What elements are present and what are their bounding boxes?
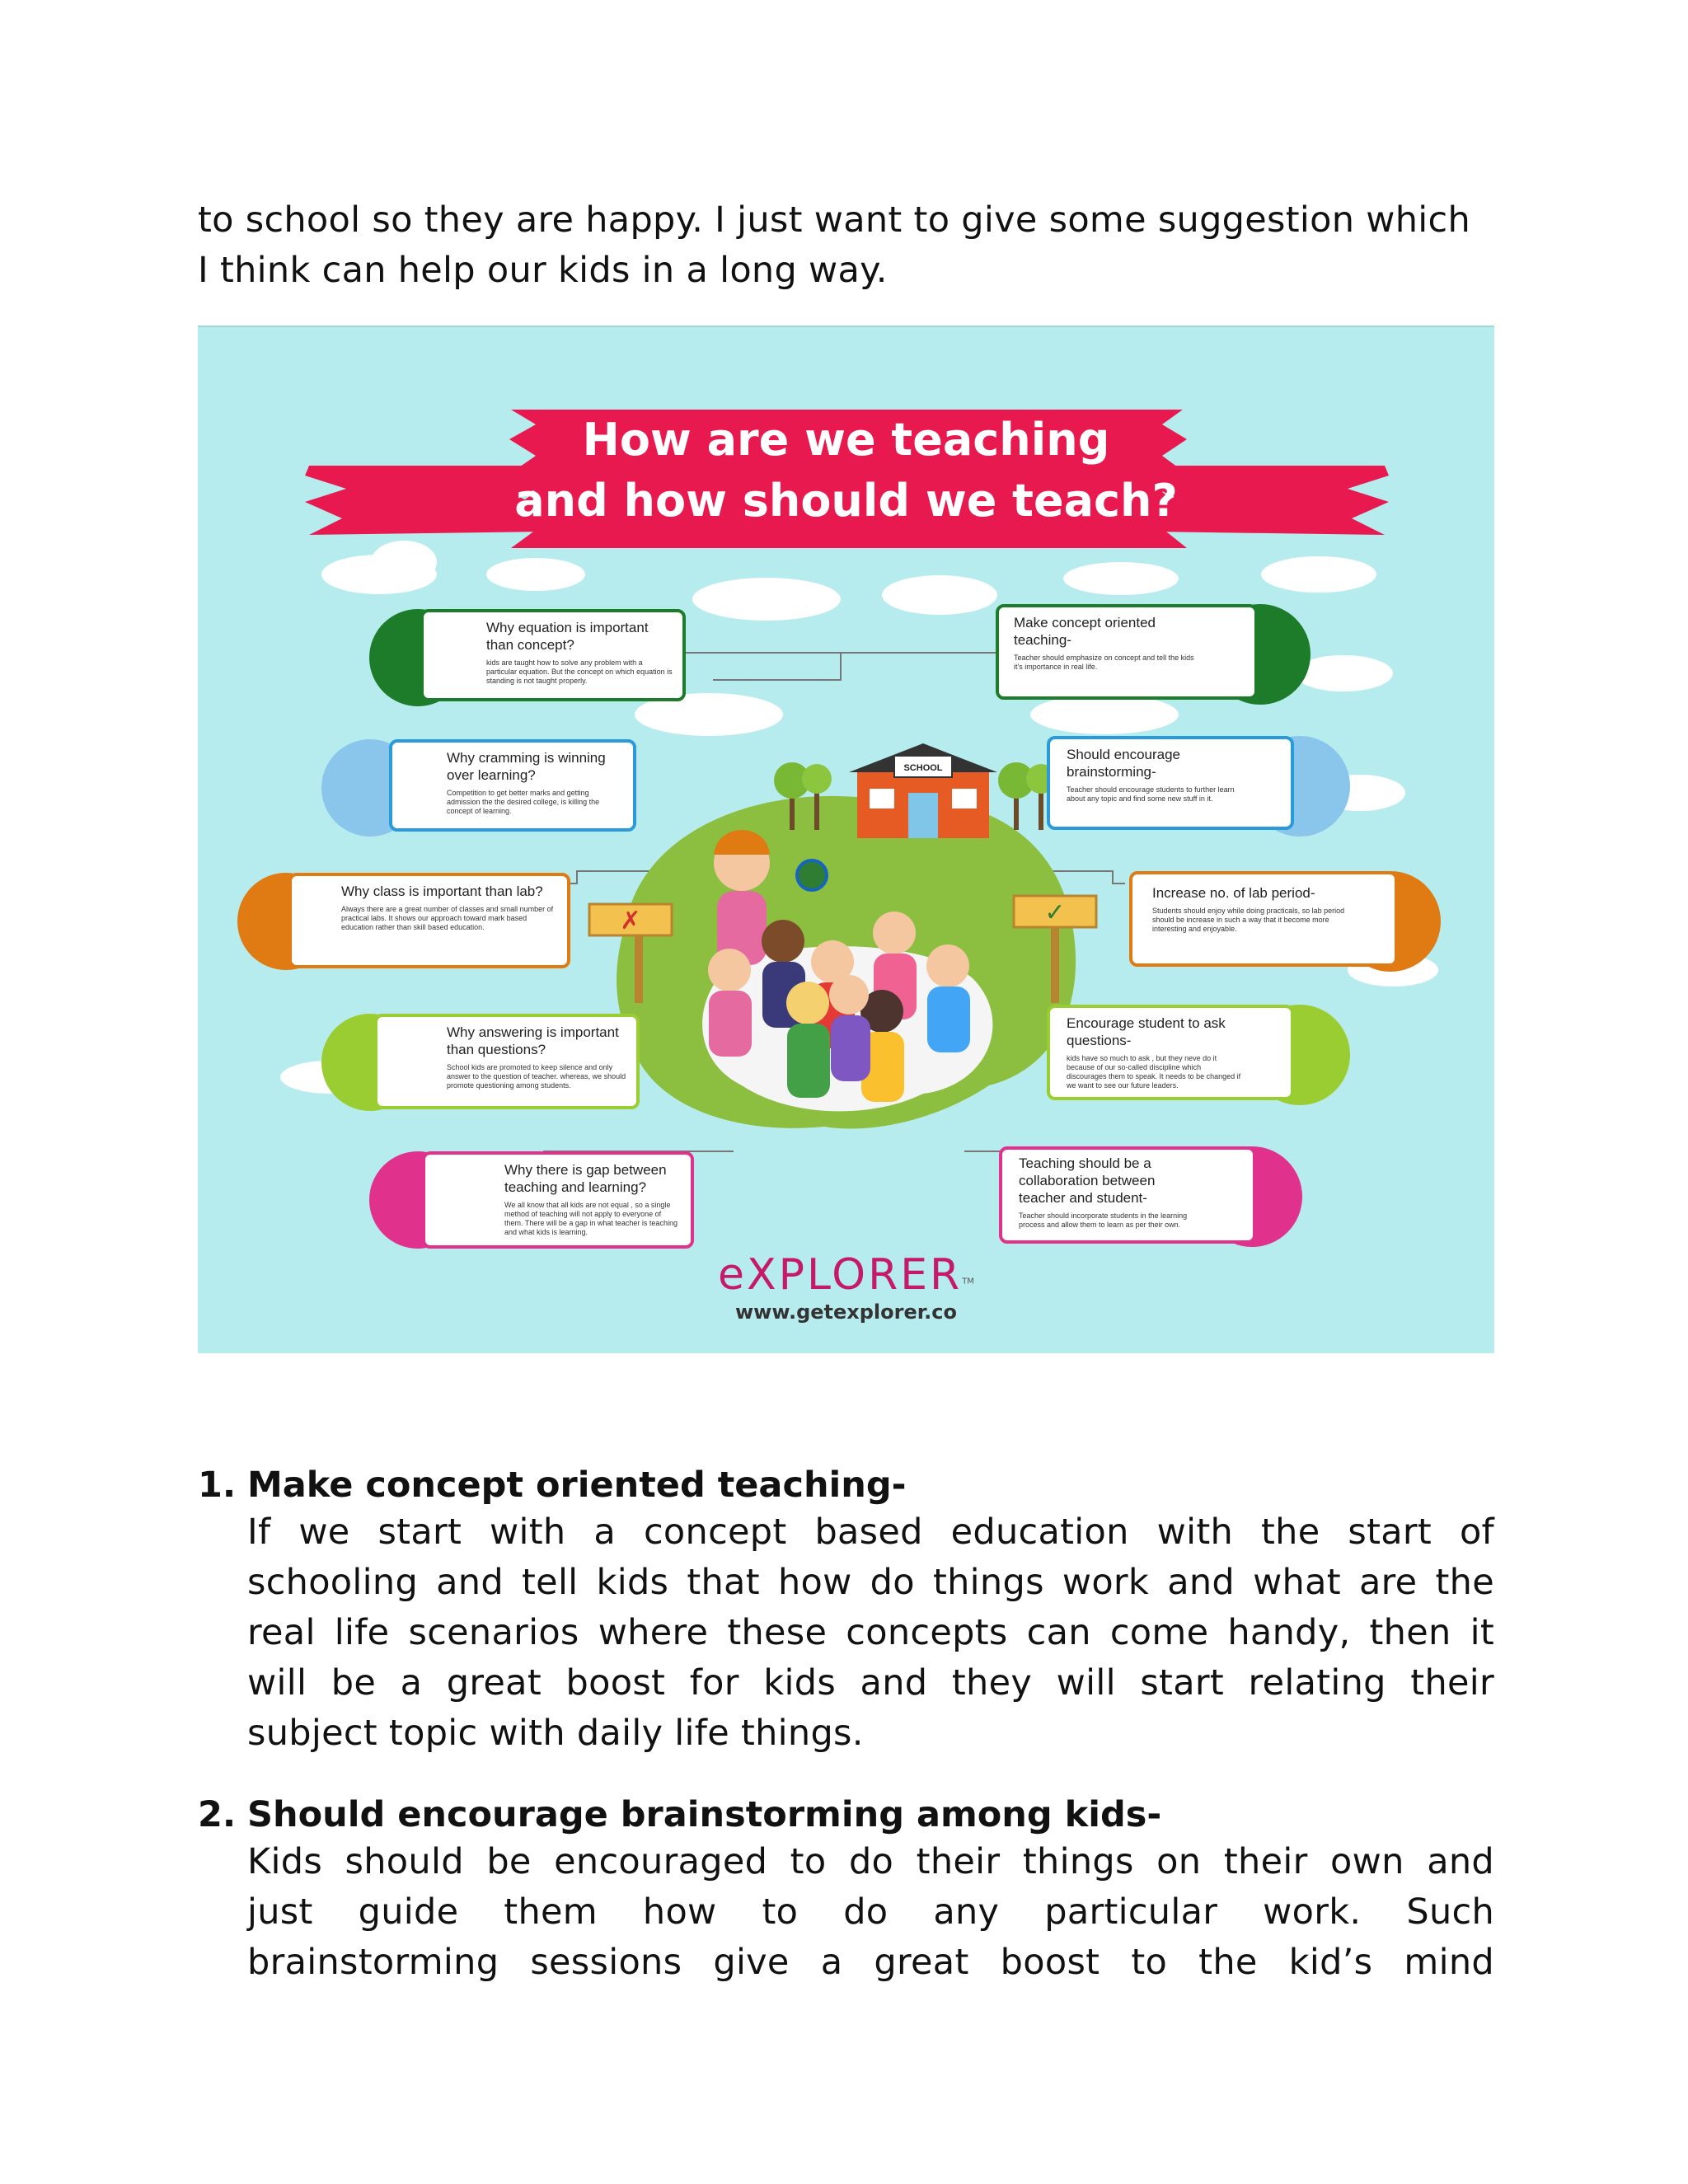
card-desc: kids are taught how to solve any problem with a particular equation. But the concept on which equation is standing is not taught properly. (486, 658, 673, 685)
card-desc: School kids are promoted to keep silence and only answer to the question of teacher. whereas, we should promote questioning among students. (447, 1063, 626, 1090)
section-2 (198, 1793, 1494, 1988)
card-desc: Always there are a great number of classes and small number of practical labs. It shows our approach toward mark based education rather than skill based education. (341, 905, 554, 931)
svg-text:✓: ✓ (1044, 898, 1066, 927)
card-title: Why cramming is winning over learning? (447, 750, 606, 783)
card-title: Should encourage brainstorming- (1067, 747, 1181, 780)
card-desc: Teacher should incorporate students in the learning process and allow them to learn as per their own. (1019, 1212, 1188, 1229)
school-icon (849, 743, 997, 838)
brand-url: www.getexplorer.co (734, 1301, 958, 1324)
card-title: Why equation is important than concept? (486, 620, 649, 653)
card-desc: Teacher should encourage students to further learn about any topic and find some new stuff in it. (1067, 785, 1235, 803)
left-card (422, 1151, 694, 1249)
card-desc: kids have so much to ask , but they neve do it because of our so-called discipline which discourages them to speak. It needs to be changed if we want to see our future leaders. (1067, 1054, 1241, 1090)
left-card (288, 873, 570, 968)
card-title: Why there is gap between teaching and learning? (504, 1162, 667, 1195)
intro-paragraph (198, 195, 1492, 296)
card-desc: We all know that all kids are not equal , so a single method of teaching will not apply to everyone of them. There will be a gap in what teacher is teaching and what kids is learning. (504, 1201, 678, 1236)
card-title: Encourage student to ask questions- (1067, 1015, 1226, 1048)
intro-line: I think can help our kids in a long way. (198, 250, 888, 291)
card-desc: Competition to get better marks and getting admission the the desired college, is killing the concept of learning. (447, 789, 600, 815)
infographic-title-line: How are we teaching (582, 414, 1110, 466)
infographic-title-line: and how should we teach? (514, 475, 1178, 527)
left-card (389, 739, 636, 832)
body-line: schooling and tell kids that how do things work and what are the (247, 1562, 1494, 1603)
body-line: subject topic with daily life things. (247, 1713, 864, 1754)
right-card (996, 604, 1258, 700)
card-title: Why class is important than lab? (341, 883, 543, 899)
svg-text:✗: ✗ (620, 907, 641, 935)
right-card (1047, 736, 1294, 830)
brand-logo: eXPLORER (718, 1250, 963, 1300)
school-sign: SCHOOL (903, 763, 943, 773)
section-number: 2. (198, 1794, 237, 1835)
right-card (999, 1146, 1256, 1244)
section-body (247, 1837, 1494, 1988)
body-line: real life scenarios where these concepts can come handy, then it (247, 1612, 1494, 1653)
card-title: Teaching should be a collaboration between teacher and student- (1019, 1155, 1156, 1206)
card-title: Make concept oriented teaching- (1014, 615, 1156, 648)
left-card (420, 609, 686, 701)
body-line: If we start with a concept based education with the start of (247, 1511, 1494, 1553)
card-title: Increase no. of lab period- (1152, 885, 1315, 901)
body-line: will be a great boost for kids and they will start relating their (247, 1662, 1494, 1704)
intro-line: to school so they are happy. I just want to give some suggestion which (198, 199, 1471, 241)
section-body (247, 1507, 1494, 1759)
section-number: 1. (198, 1465, 237, 1506)
right-card (1047, 1005, 1294, 1100)
card-desc: Students should enjoy while doing practicals, so lab period should be increase in such a way that it become more interesting and enjoyable. (1152, 907, 1345, 933)
left-card (374, 1014, 640, 1109)
right-card (1129, 871, 1398, 967)
body-line: brainstorming sessions give a great boost to the kid’s mind (247, 1942, 1494, 1983)
card-desc: Teacher should emphasize on concept and tell the kids it's importance in real life. (1014, 654, 1194, 671)
infographic (198, 326, 1494, 1353)
body-line: Kids should be encouraged to do their things on their own and (247, 1841, 1494, 1882)
trademark: TM (962, 1277, 974, 1286)
explorer-brand (198, 1250, 1494, 1324)
section-1 (198, 1463, 1494, 1759)
card-title: Why answering is important than questions? (447, 1024, 619, 1057)
body-line: just guide them how to do any particular work. Such (247, 1891, 1494, 1933)
section-title: Should encourage brainstorming among kids- (247, 1794, 1162, 1835)
section-title: Make concept oriented teaching- (247, 1465, 907, 1506)
